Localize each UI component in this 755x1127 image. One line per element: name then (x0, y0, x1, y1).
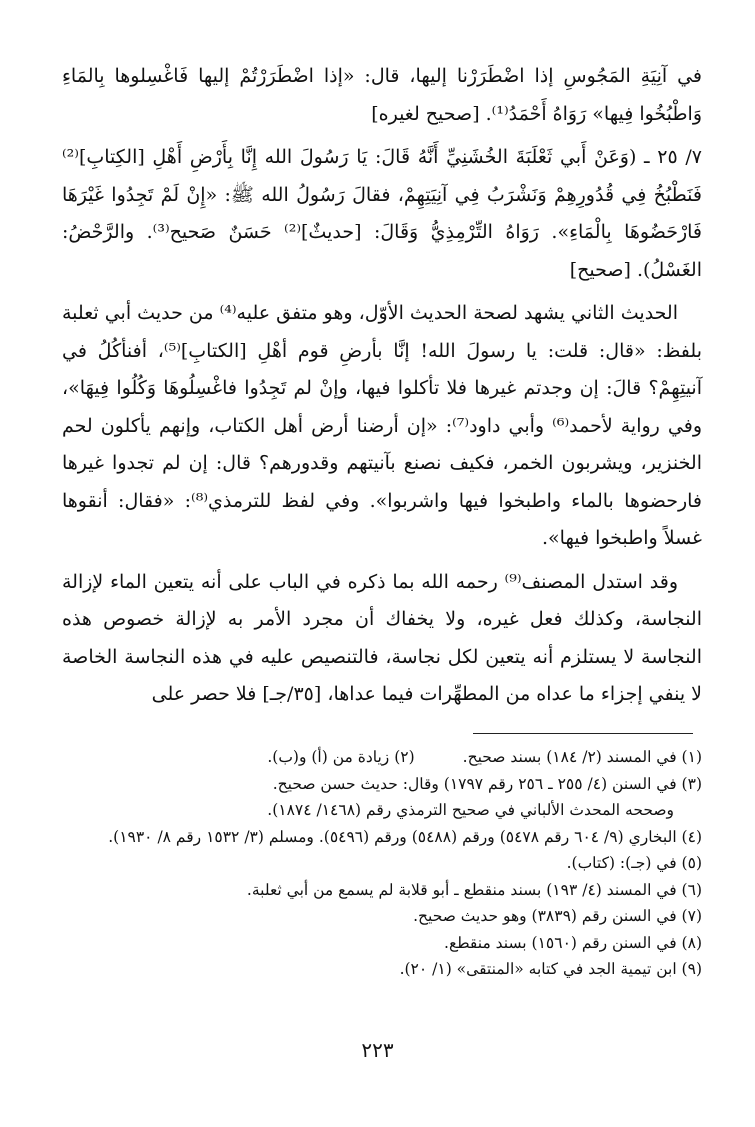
footnotes (62, 744, 702, 983)
hadith-paragraph: ٧/ ٢٥ ـ (وَعَنْ أَبي ثَعْلَبَةَ الخُشَنِيِّ أَنَّهُ قَالَ: يَا رَسُولَ الله إِنَّا بِأَرْضِ أَهْلِ [الكِتابِ]⁽²⁾ فَنَطْبُخُ فِي قُدُورِهِمْ وَنَشْرَبُ فِي آنِيَتِهِمْ، فقالَ رَسُولُ الله ﷺ: «إِنْ لَمْ تَجِدُوا غَيْرَهَا فَارْحَضُوهَا بِالْمَاءِ». رَوَاهُ التِّرْمِذِيُّ وَقَالَ: [حديثٌ]⁽²⁾ حَسَنٌ صَحيح⁽³⁾. والرَّحْضُ: الغَسْلُ). [صحيح] (62, 146, 702, 281)
paragraph-continuation: في آنِيَةِ المَجُوسِ إذا اضْطَرَرْنا إليها، قال: «إذا اضْطَرَرْتُمْ إليها فَاغْسِلوها بِالمَاءِ وَاطْبُخُوا فِيها» رَوَاهُ أَحْمَدُ⁽¹⁾. [صحيح لغيره] (62, 65, 702, 125)
footnote-row-1 (62, 744, 702, 771)
footnote-6: (٦) في المسند (٤/ ١٩٣) بسند منقطع ـ أبو قلابة لم يسمع من أبي ثعلبة. (246, 880, 702, 899)
footnote-9: (٩) ابن تيمية الجد في كتابه «المنتقى» (١/ ٢٠). (399, 960, 702, 978)
footnote-8: (٨) في السنن رقم (١٥٦٠) بسند منقطع. (444, 933, 702, 952)
footnote-3-continued: وصححه المحدث الألباني في صحيح الترمذي رقم (١٤٦٨/ ١٨٧٤). (267, 801, 674, 819)
footnote-divider (473, 733, 693, 734)
page-number: ٢٢٣ (361, 1038, 394, 1062)
main-text (62, 58, 702, 720)
footnote-1: (١) في المسند (٢/ ١٨٤) بسند صحيح. (462, 748, 702, 766)
footnote-4: (٤) البخاري (٩/ ٦٠٤ رقم ٥٤٧٨) ورقم (٥٤٨٨) ورقم (٥٤٩٦). ومسلم (٣/ ١٥٣٢ رقم ٨/ ١٩٣٠). (108, 827, 702, 846)
footnote-2: (٢) زيادة من (أ) و(ب). (267, 748, 415, 766)
commentary-paragraph-2: وقد استدل المصنف⁽⁹⁾ رحمه الله بما ذكره في الباب على أنه يتعين الماء لإزالة النجاسة، وكذلك فعل غيره، ولا يخفاك أن مجرد الأمر به لإزالة خصوص هذه النجاسة لا يستلزم أنه يتعين لكل نجاسة، فالتنصيص عليه في هذه النجاسة الخاصة لا ينفي إجزاء ما عداه من المطهِّرات فيما عداها، [٣٥/جـ] فلا حصر على (62, 570, 702, 705)
footnote-7: (٧) في السنن رقم (٣٨٣٩) وهو حديث صحيح. (413, 907, 702, 925)
footnote-3: (٣) في السنن (٤/ ٢٥٥ ـ ٢٥٦ رقم ١٧٩٧) وقال: حديث حسن صحيح. (272, 774, 702, 793)
footnote-5: (٥) في (جـ): (كتاب). (566, 854, 702, 872)
commentary-paragraph: الحديث الثاني يشهد لصحة الحديث الأوّل، وهو متفق عليه⁽⁴⁾ من حديث أبي ثعلبة بلفظ: «قال: قلت: يا رسولَ الله! إنَّا بأرضِ قوم أهْلِ [الكتابِ]⁽⁵⁾، أفنأكُلُ في آنيتِهِمْ؟ قالَ: إن وجدتم غيرها فلا تأكلوا فيها، وإنْ لم تَجِدُوا فاغْسِلُوهَا وَكُلُوا فِيهَا»، وفي رواية لأحمد⁽⁶⁾ وأبي داود⁽⁷⁾: «إن أرضنا أرض أهل الكتاب، وإنهم يأكلون لحم الخنزير، ويشربون الخمر، فكيف نصنع بآنيتهم وقدورهم؟ قال: إن لم تجدوا غيرها فارحضوها بالماء واطبخوا فيها واشربوا». وفي لفظ للترمذي⁽⁸⁾: «فقال: أنقوها غسلاً واطبخوا فيها». (62, 302, 703, 549)
